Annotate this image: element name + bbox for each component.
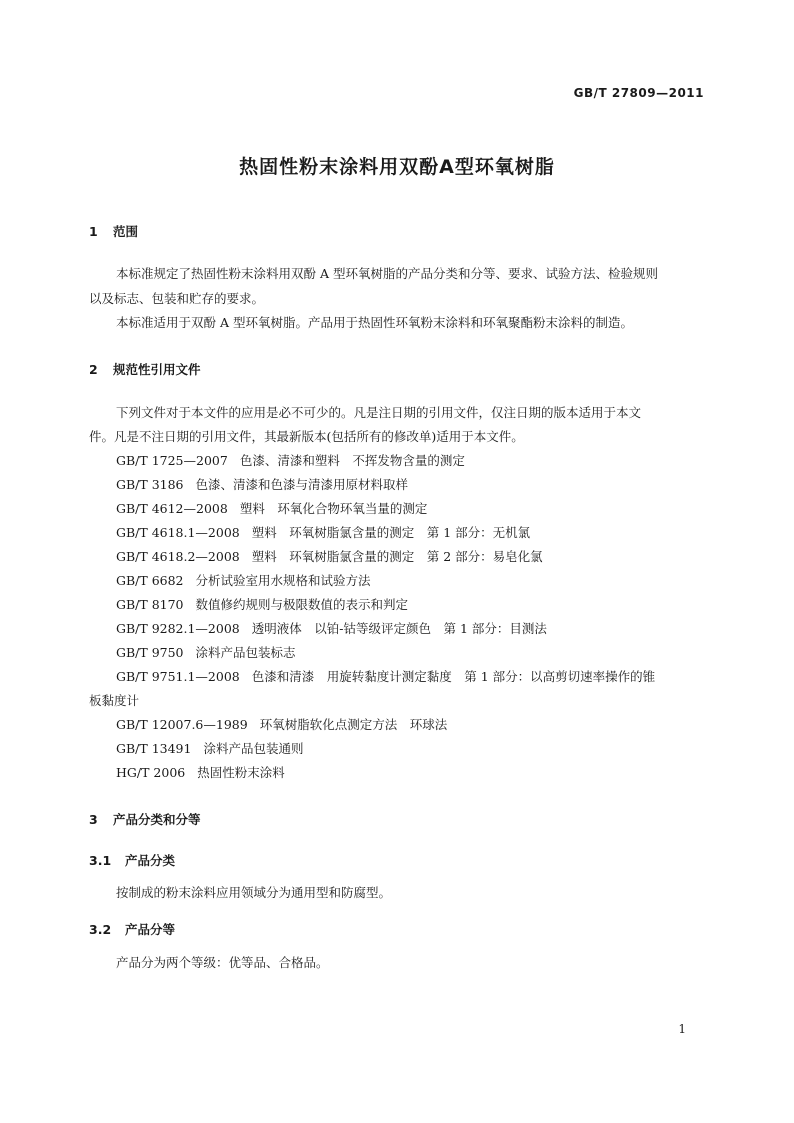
normative-intro-line-2: 件。凡是不注日期的引用文件，其最新版本(包括所有的修改单)适用于本文件。 [89,429,524,444]
scope-paragraph-1-line-1: 本标准规定了热固性粉末涂料用双酚 A 型环氧树脂的产品分类和分等、要求、试验方法、检验规则 [116,266,658,281]
section-1-heading [89,222,138,240]
reference-title: 涂料产品包装标志 [195,645,296,660]
normative-intro-line-1: 下列文件对于本文件的应用是必不可少的。凡是注日期的引用文件，仅注日期的版本适用于本文 [116,405,642,420]
reference-code: GB/T 8170 [116,597,184,612]
reference-title: 色漆和清漆 用旋转黏度计测定黏度 第 1 部分：以高剪切速率操作的锥 [251,669,656,684]
section-3-heading [89,810,201,828]
reference-title: 色漆、清漆和塑料 不挥发物含量的测定 [239,453,465,468]
reference-code: GB/T 12007.6—1989 [116,717,248,732]
subsection-3-2-text: 产品分为两个等级：优等品、合格品。 [116,955,329,970]
reference-title: 分析试验室用水规格和试验方法 [195,573,371,588]
reference-title: 热固性粉末涂料 [197,765,285,780]
subsection-3-2-heading [89,920,175,938]
reference-item [116,477,408,493]
reference-code: GB/T 9282.1—2008 [116,621,240,636]
subsection-title: 产品分等 [125,922,176,937]
reference-item [116,669,655,685]
reference-code: HG/T 2006 [116,765,186,780]
reference-title: 塑料 环氧树脂氯含量的测定 第 1 部分：无机氯 [251,525,531,540]
reference-code: GB/T 6682 [116,573,184,588]
reference-code: GB/T 9750 [116,645,184,660]
reference-item [116,765,285,781]
reference-item [116,573,371,589]
reference-item [116,525,530,541]
subsection-number: 3.2 [89,922,112,937]
section-number: 3 [89,812,98,827]
section-title: 范围 [113,224,139,239]
reference-item [116,621,547,637]
document-title: 热固性粉末涂料用双酚A型环氧树脂 [239,156,555,178]
page-number: 1 [678,1022,686,1036]
scope-paragraph-2: 本标准适用于双酚 A 型环氧树脂。产品用于热固性环氧粉末涂料和环氧聚酯粉末涂料的制造。 [116,315,633,330]
reference-title: 数值修约规则与极限数值的表示和判定 [195,597,409,612]
reference-title: 透明液体 以铂-钴等级评定颜色 第 1 部分：目测法 [251,621,547,636]
subsection-number: 3.1 [89,853,112,868]
reference-code: GB/T 4618.2—2008 [116,549,240,564]
reference-continuation: 板黏度计 [89,693,140,708]
reference-item [116,597,408,613]
subsection-3-1-heading [89,851,175,869]
reference-code: GB/T 13491 [116,741,192,756]
scope-paragraph-1-line-2: 以及标志、包装和贮存的要求。 [89,291,265,306]
reference-item [116,741,303,757]
reference-item [116,549,543,565]
section-title: 规范性引用文件 [113,362,201,377]
standard-code: GB/T 27809—2011 [573,86,704,100]
reference-code: GB/T 9751.1—2008 [116,669,240,684]
reference-code: GB/T 1725—2007 [116,453,228,468]
reference-item [116,717,447,733]
reference-code: GB/T 4618.1—2008 [116,525,240,540]
reference-item [116,453,465,469]
section-title: 产品分类和分等 [113,812,201,827]
reference-title: 塑料 环氧化合物环氧当量的测定 [239,501,428,516]
reference-code: GB/T 3186 [116,477,184,492]
reference-item [116,501,427,517]
reference-item [116,645,296,661]
subsection-3-1-text: 按制成的粉末涂料应用领域分为通用型和防腐型。 [116,885,392,900]
reference-title: 涂料产品包装通则 [203,741,304,756]
section-number: 2 [89,362,98,377]
section-number: 1 [89,224,98,239]
section-2-heading [89,360,201,378]
reference-title: 环氧树脂软化点测定方法 环球法 [259,717,448,732]
reference-title: 色漆、清漆和色漆与清漆用原材料取样 [195,477,409,492]
reference-code: GB/T 4612—2008 [116,501,228,516]
subsection-title: 产品分类 [125,853,176,868]
reference-title: 塑料 环氧树脂氯含量的测定 第 2 部分：易皂化氯 [251,549,543,564]
